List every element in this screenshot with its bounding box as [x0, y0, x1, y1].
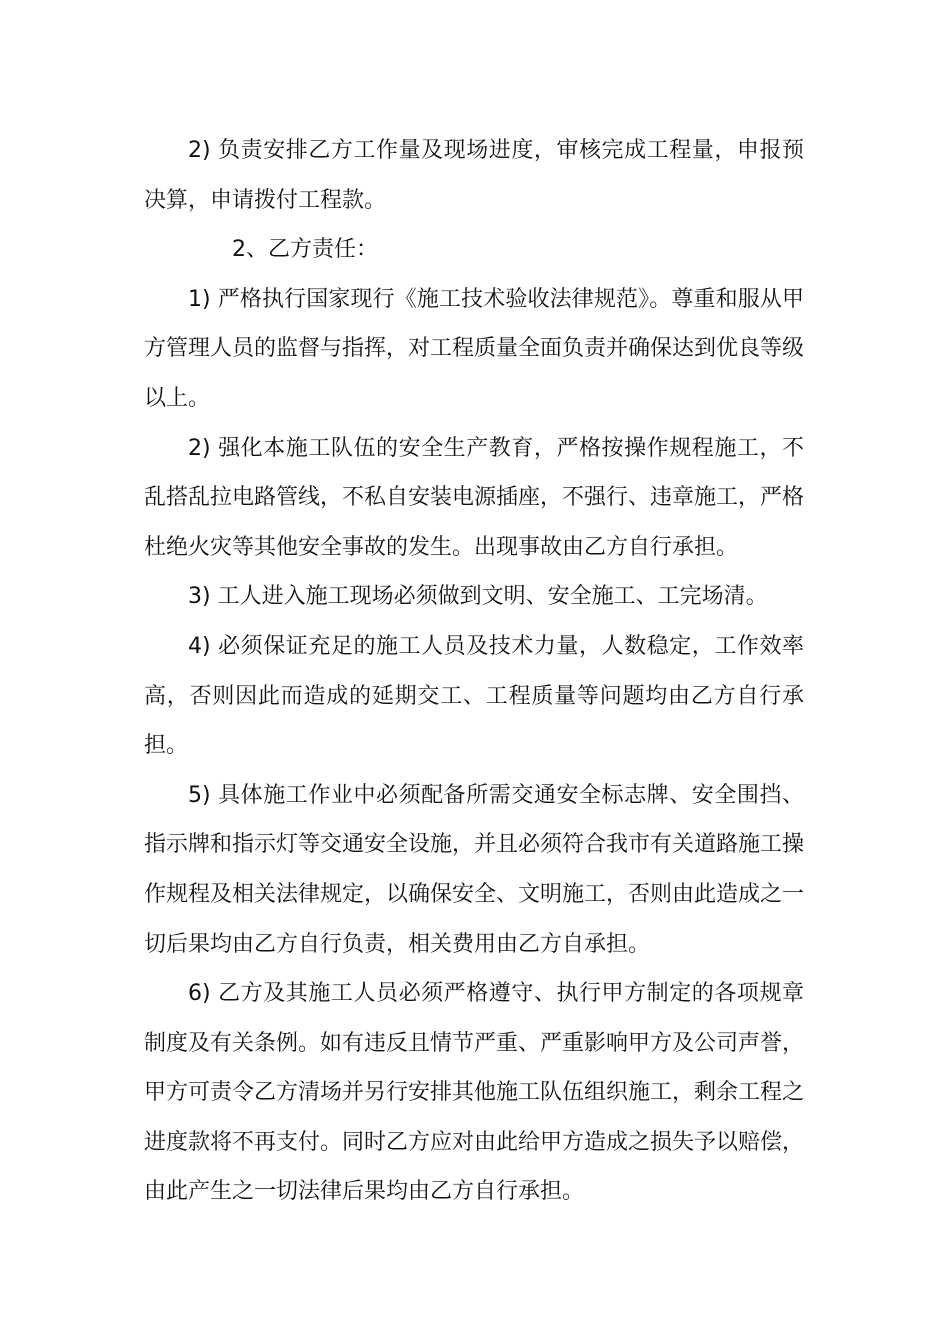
- paragraph-party-b-duty-3: 3) 工人进入施工现场必须做到文明、安全施工、工完场清。: [188, 584, 768, 610]
- paragraph-party-b-duty-5: 5) 具体施工作业中必须配备所需交通安全标志牌、安全围挡、指示牌和指示灯等交通安全设施，并且必须符合我市有关道路施工操作规程及相关法律规定，以确保安全、文明施工，否则由此造成之一切后果均由乙方自行负责，相关费用由乙方自承担。: [144, 782, 805, 957]
- paragraph-party-b-duty-1: 1) 严格执行国家现行《施工技术验收法律规范》。尊重和服从甲方管理人员的监督与指挥，对工程质量全面负责并确保达到优良等级以上。: [144, 286, 805, 411]
- paragraph-party-b-duty-4: 4) 必须保证充足的施工人员及技术力量，人数稳定，工作效率高，否则因此而造成的延期交工、工程质量等问题均由乙方自行承担。: [144, 633, 804, 759]
- section-heading-party-b-responsibilities: 2、乙方责任：: [232, 237, 378, 263]
- paragraph-party-b-duty-6: 6) 乙方及其施工人员必须严格遵守、执行甲方制定的各项规章制度及有关条例。如有违反且情节严重、严重影响甲方及公司声誉，甲方可责令乙方清场并另行安排其他施工队伍组织施工，剩余工程之进度款将不再支付。同时乙方应对由此给甲方造成之损失予以赔偿，由此产生之一切法律后果均由乙方自行承担。: [144, 981, 805, 1205]
- paragraph-party-a-duty-2: 2) 负责安排乙方工作量及现场进度，审核完成工程量，申报预决算，申请拨付工程款。: [144, 138, 804, 213]
- document-body: [144, 126, 804, 1217]
- paragraph-party-b-duty-2: 2) 强化本施工队伍的安全生产教育，严格按操作规程施工，不乱搭乱拉电路管线，不私自安装电源插座，不强行、违章施工，严格杜绝火灾等其他安全事故的发生。出现事故由乙方自行承担。: [144, 435, 805, 560]
